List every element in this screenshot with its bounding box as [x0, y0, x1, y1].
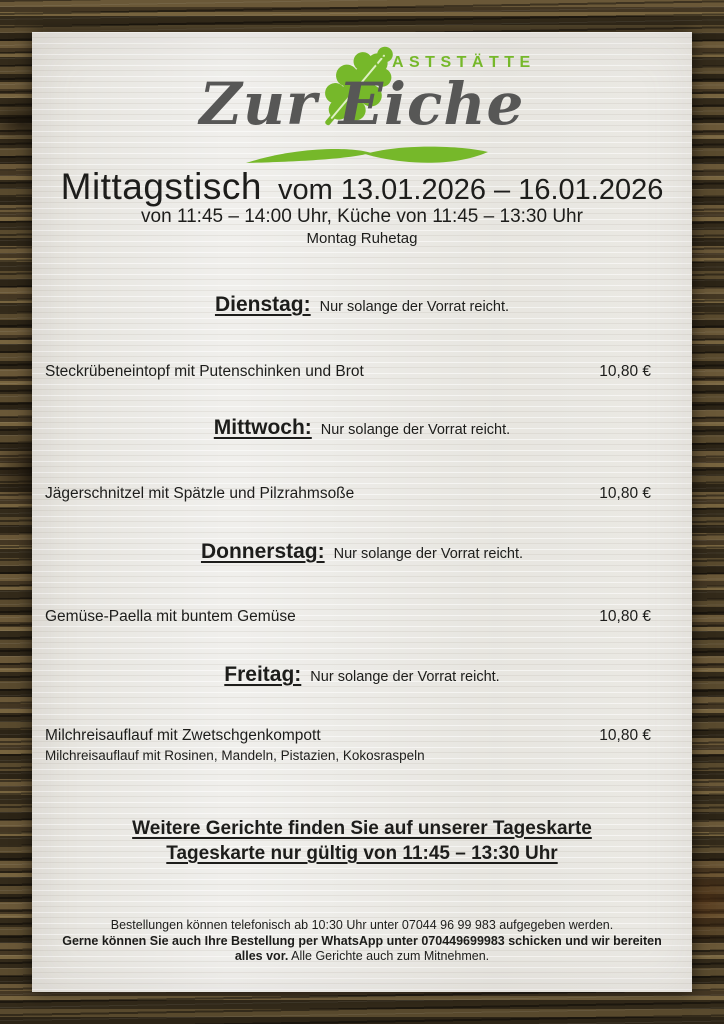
- dish-price: 10,80 €: [599, 363, 651, 380]
- order-info: [52, 918, 672, 965]
- dish-name: Gemüse-Paella mit buntem Gemüse: [45, 608, 296, 625]
- dish-sub-description: Milchreisauflauf mit Rosinen, Mandeln, Pistazien, Kokosraspeln: [45, 748, 425, 763]
- day-heading-donnerstag: [32, 540, 692, 564]
- dish-price: 10,80 €: [599, 727, 651, 744]
- order-info-whatsapp: Gerne können Sie auch Ihre Bestellung per WhatsApp unter 070449699983 schicken und wir bereiten alles vor.: [62, 933, 662, 963]
- logo-name: Zur Eiche: [199, 70, 525, 138]
- tageskarte-line1: Weitere Gerichte finden Sie auf unserer Tageskarte: [132, 818, 592, 839]
- day-note: Nur solange der Vorrat reicht.: [319, 299, 510, 315]
- dish-row: [32, 727, 692, 745]
- day-label: Donnerstag:: [200, 540, 325, 563]
- opening-hours: von 11:45 – 14:00 Uhr, Küche von 11:45 – 13:30 Uhr: [141, 206, 583, 227]
- dish-name: Milchreisauflauf mit Zwetschgenkompott: [45, 727, 321, 744]
- day-heading-mittwoch: [32, 416, 692, 440]
- logo-tagline: GASTSTÄTTE: [374, 54, 536, 71]
- closed-day: Montag Ruhetag: [306, 230, 418, 247]
- menu-page: [32, 32, 692, 992]
- day-note: Nur solange der Vorrat reicht.: [320, 422, 511, 438]
- order-info-phone: Bestellungen können telefonisch ab 10:30 Uhr unter 07044 96 99 983 aufgegeben werden.: [110, 918, 614, 932]
- title-row: [32, 166, 692, 208]
- dish-row: [32, 608, 692, 626]
- dish-price: 10,80 €: [599, 608, 651, 625]
- day-label: Mittwoch:: [213, 416, 312, 439]
- swoosh-icon: [244, 140, 490, 168]
- day-note: Nur solange der Vorrat reicht.: [333, 546, 524, 562]
- day-note: Nur solange der Vorrat reicht.: [310, 669, 500, 685]
- day-label: Freitag:: [224, 663, 302, 686]
- dish-name: Jägerschnitzel mit Spätzle und Pilzrahmsoße: [45, 485, 355, 502]
- order-info-takeaway: Alle Gerichte auch zum Mitnehmen.: [291, 949, 490, 963]
- tageskarte-note: [32, 816, 692, 866]
- day-heading-freitag: [32, 663, 692, 687]
- page-title: Mittagstisch: [60, 166, 262, 207]
- dish-row: [32, 363, 692, 381]
- dish-row: [32, 485, 692, 503]
- day-label: Dienstag:: [214, 293, 311, 316]
- dish-name: Steckrübeneintopf mit Putenschinken und Brot: [45, 363, 364, 380]
- date-range: vom 13.01.2026 – 16.01.2026: [277, 174, 664, 206]
- day-heading-dienstag: [32, 293, 692, 317]
- dish-price: 10,80 €: [599, 485, 651, 502]
- tageskarte-line2: Tageskarte nur gültig von 11:45 – 13:30 Uhr: [166, 843, 558, 864]
